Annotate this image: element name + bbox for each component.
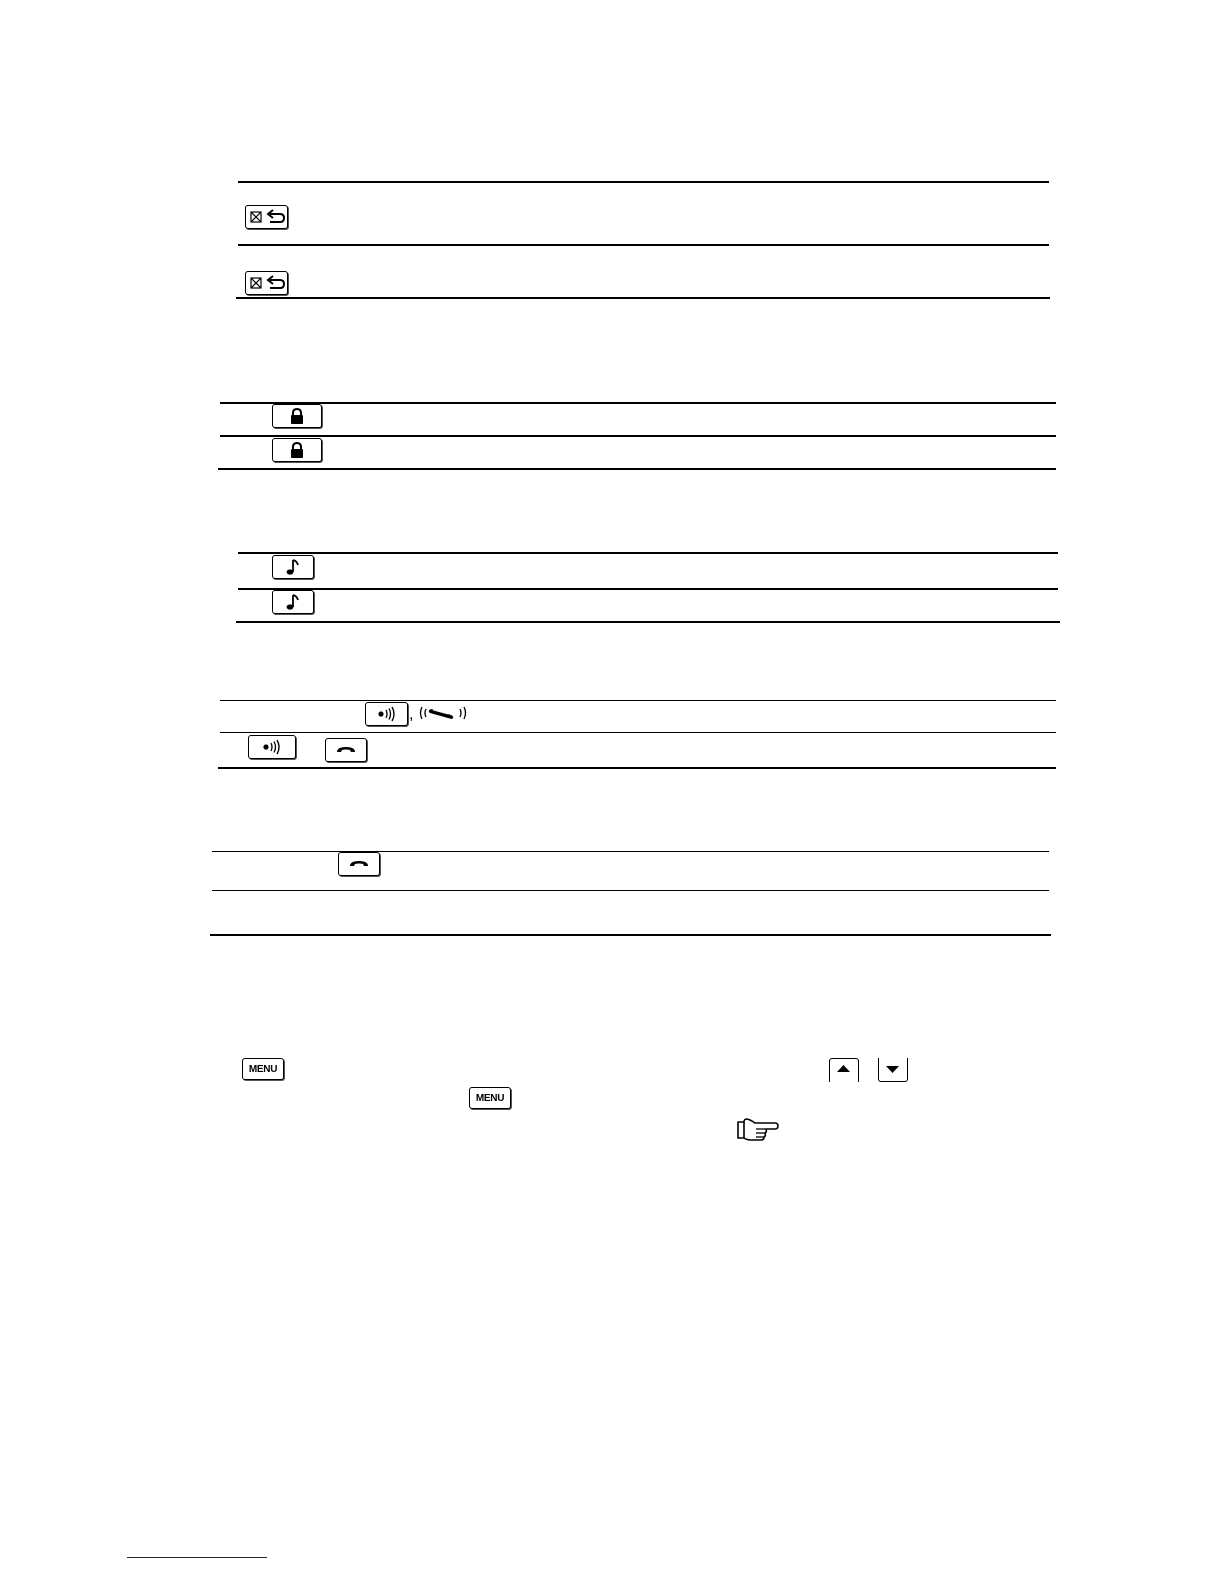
- footnote-separator: [127, 1557, 267, 1558]
- table3-row-rule: [238, 588, 1058, 590]
- intercom-key-icon: [365, 702, 408, 726]
- menu-key-icon: [469, 1087, 511, 1109]
- mute-back-key-icon: [245, 271, 288, 295]
- music-note-key-icon: [272, 590, 314, 614]
- vibrating-handset-icon: [418, 704, 468, 722]
- menu-key-label: MENU: [248, 1063, 278, 1075]
- table4-bottom-rule: [218, 767, 1056, 769]
- table1-top-rule: [238, 181, 1049, 183]
- table2-row-rule: [220, 435, 1056, 437]
- table5-top-rule: [212, 851, 1049, 852]
- down-arrow-key-icon: [878, 1058, 908, 1082]
- table5-row-rule: [212, 890, 1049, 891]
- menu-key-label: MENU: [475, 1092, 505, 1104]
- table1-bottom-rule: [236, 297, 1050, 299]
- table3-top-rule: [238, 552, 1058, 554]
- icon-separator: ,: [409, 706, 414, 723]
- mute-back-key-icon: [245, 205, 288, 229]
- lock-key-icon: [272, 438, 322, 462]
- pointing-hand-icon: [735, 1116, 779, 1142]
- table4-top-rule: [220, 700, 1056, 701]
- lock-key-icon: [272, 404, 322, 428]
- table5-bottom-rule: [210, 934, 1051, 936]
- hang-up-key-icon: [338, 852, 380, 876]
- intercom-key-icon: [248, 735, 296, 759]
- music-note-key-icon: [272, 555, 314, 579]
- table2-bottom-rule: [218, 468, 1056, 470]
- table1-row-rule: [238, 244, 1049, 246]
- table4-row-rule: [220, 732, 1056, 733]
- table3-bottom-rule: [236, 621, 1060, 623]
- up-arrow-key-icon: [829, 1058, 859, 1082]
- menu-key-icon: [242, 1058, 284, 1080]
- table2-top-rule: [220, 402, 1056, 404]
- hang-up-key-icon: [325, 738, 367, 762]
